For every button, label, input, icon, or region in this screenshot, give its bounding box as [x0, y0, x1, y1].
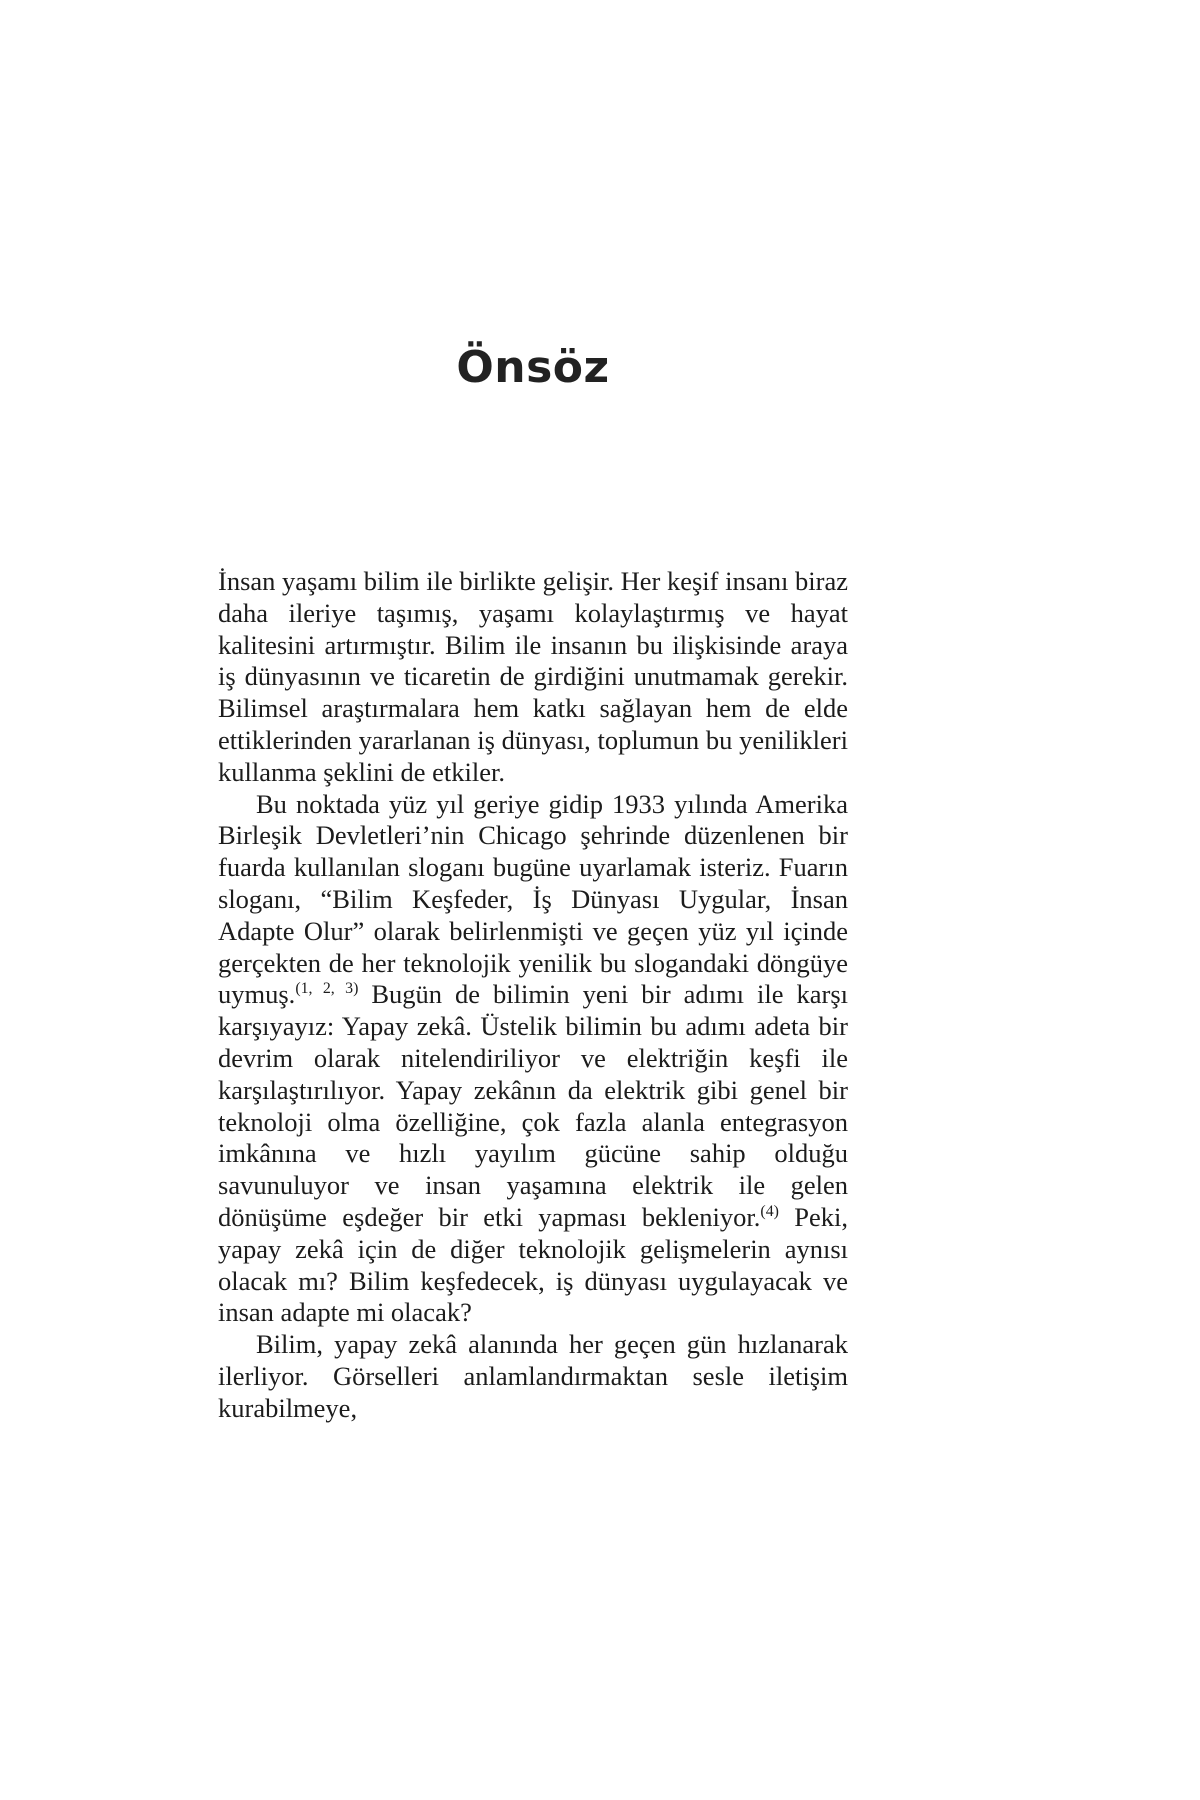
paragraph [218, 566, 848, 789]
paragraph [218, 1329, 848, 1424]
text-run: Bugün de bilimin yeni bir adımı ile karşı karşıyayız: Yapay zekâ. Üstelik bilimin bu adımı adeta bir devrim olarak nitelendiriliyor ve elektriğin keşfi ile karşılaştırılıyor. Yapay zekânın da elektrik gibi genel bir teknoloji olma özelliğine, çok fazla alanla entegrasyon imkânına ve hızlı yayılım gücüne sahip olduğu savunuluyor ve insan yaşamına elektrik ile gelen dönüşüme eşdeğer bir etki yapması bekleniyor. [218, 979, 848, 1232]
body-text [218, 566, 848, 1425]
text-run: Bu noktada yüz yıl geriye gidip 1933 yılında Amerika Birleşik Devletleri’nin Chicago şehrinde düzenlenen bir fuarda kullanılan sloganı bugüne uyarlamak isteriz. Fuarın sloganı, “Bilim Keşfeder, İş Dünyası Uygular, İnsan Adapte Olur” olarak belirlenmişti ve geçen yüz yıl içinde gerçekten de her teknolojik yenilik bu slogandaki döngüye uymuş. [218, 788, 848, 1010]
chapter-title: Önsöz [456, 342, 610, 393]
text-run: Bilim, yapay zekâ alanında her geçen gün hızlanarak ilerliyor. Görselleri anlamlandırmaktan sesle iletişim kurabilmeye, [218, 1329, 848, 1423]
footnote-ref: (1, 2, 3) [295, 980, 359, 998]
text-run: Peki, yapay zekâ için de diğer teknolojik gelişmelerin aynısı olacak mı? Bilim keşfedecek, iş dünyası uygulayacak ve insan adapte mi olacak? [218, 1201, 848, 1328]
text-run: İnsan yaşamı bilim ile birlikte gelişir. Her keşif insanı biraz daha ileriye taşımış, yaşamı kolaylaştırmış ve hayat kalitesini artırmıştır. Bilim ile insanın bu ilişkisinde araya iş dünyasının ve ticaretin de girdiğini unutmamak gerekir. Bilimsel araştırmalara hem katkı sağlayan hem de elde ettiklerinden yararlanan iş dünyası, toplumun bu yenilikleri kullanma şeklini de etkiler. [218, 566, 848, 787]
footnote-ref: (4) [760, 1203, 779, 1221]
paragraph [218, 789, 848, 1330]
